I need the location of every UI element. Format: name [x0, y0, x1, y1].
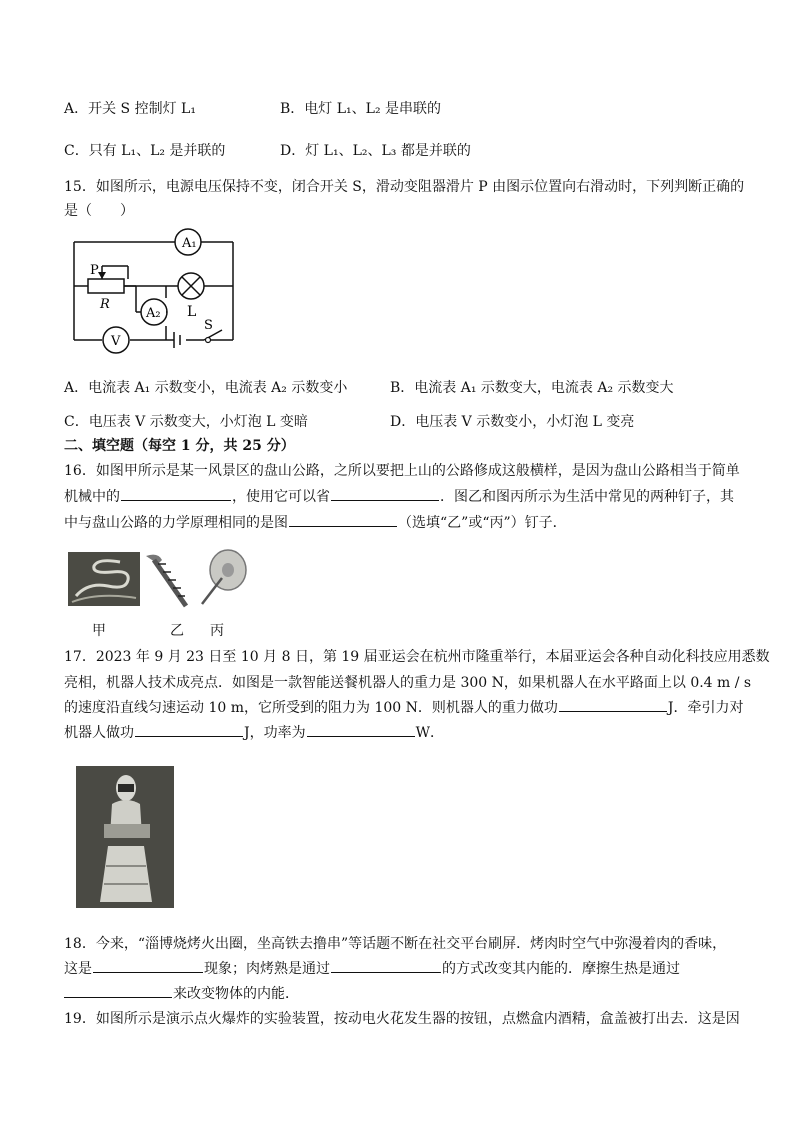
q18-blank-1[interactable] [93, 958, 203, 973]
q17-text-a: 的速度沿直线匀速运动 10 m，它所受到的阻力为 100 N．则机器人的重力做功 [64, 700, 558, 716]
q15-stem-line1: 15．如图所示，电源电压保持不变，闭合开关 S，滑动变阻器滑片 P 由图示位置向右滑动时，下列判断正确的 [64, 179, 745, 195]
q14-option-b: B．电灯 L₁、L₂ 是串联的 [280, 101, 442, 117]
q16-text-c: ．图乙和图丙所示为生活中常见的两种钉子，其 [440, 489, 734, 505]
caption-yi: 乙 [170, 623, 184, 639]
caption-bing: 丙 [210, 623, 224, 639]
q18-text-c: 的方式改变其内能的．摩擦生热是通过 [442, 961, 680, 977]
q18-line1: 18．今来，“淄博烧烤火出圈，坐高铁去撸串”等话题不断在社交平台刷屏．烤肉时空气中弥漫着肉的香味， [64, 936, 727, 952]
q16-blank-3[interactable] [289, 512, 397, 527]
q19-line1: 19．如图所示是演示点火爆炸的实验装置，按动电火花发生器的按钮，点燃盒内酒精，盒盖被打出去．这是因 [64, 1011, 740, 1027]
q17-text-e: W． [415, 725, 445, 741]
q16-line3 [64, 512, 567, 532]
q16-text-b: ，使用它可以省 [232, 489, 330, 505]
q14-option-c: C．只有 L₁、L₂ 是并联的 [64, 143, 226, 159]
q16-text-d: 中与盘山公路的力学原理相同的是图 [64, 515, 288, 531]
v-label: V [111, 334, 121, 349]
q15-option-d: D．电压表 V 示数变小，小灯泡 L 变亮 [390, 414, 635, 430]
q17-line3 [64, 697, 744, 717]
caption-jia: 甲 [92, 623, 106, 639]
q16-line2 [64, 486, 734, 506]
q17-line1: 17．2023 年 9 月 23 日至 10 月 8 日，第 19 届亚运会在杭州市隆重举行，本届亚运会各种自动化科技应用悉数 [64, 649, 770, 665]
q14-option-d: D．灯 L₁、L₂、L₃ 都是并联的 [280, 143, 471, 159]
q17-text-b: J．牵引力对 [667, 700, 744, 716]
q18-text-d: 来改变物体的内能． [173, 986, 299, 1002]
r-label: R [100, 297, 110, 312]
q18-blank-3[interactable] [64, 983, 172, 998]
q16-line1: 16．如图甲所示是某一风景区的盘山公路，之所以要把上山的公路修成这般横样，是因为盘山公路相当于简单 [64, 463, 740, 479]
q14-option-a: A．开关 S 控制灯 L₁ [64, 101, 196, 117]
q17-line2: 亮相，机器人技术成亮点．如图是一款智能送餐机器人的重力是 300 N，如果机器人在水平路面上以 0.4 m / s [64, 675, 752, 691]
q15-circuit-diagram [70, 226, 240, 356]
q18-text-a: 这是 [64, 961, 92, 977]
q18-text-b: 现象；肉烤熟是通过 [204, 961, 330, 977]
q17-text-c: 机器人做功 [64, 725, 134, 741]
q15-stem-line2: 是（ ） [64, 203, 134, 219]
q15-option-b: B．电流表 A₁ 示数变大，电流表 A₂ 示数变大 [390, 380, 674, 396]
screw-image [144, 552, 194, 612]
q17-line4 [64, 722, 444, 742]
l-label: L [187, 304, 197, 320]
pushpin-image [196, 548, 250, 608]
p-label: P [90, 263, 99, 278]
q18-line2 [64, 958, 680, 978]
q18-blank-2[interactable] [331, 958, 441, 973]
q17-blank-1[interactable] [559, 697, 667, 712]
a1-label: A₁ [182, 236, 197, 251]
q15-option-c: C．电压表 V 示数变大，小灯泡 L 变暗 [64, 414, 308, 430]
q17-blank-3[interactable] [307, 722, 415, 737]
q17-text-d: J，功率为 [244, 725, 306, 741]
a2-label: A₂ [146, 306, 161, 321]
q16-blank-2[interactable] [331, 486, 439, 501]
q15-option-a: A．电流表 A₁ 示数变小，电流表 A₂ 示数变小 [64, 380, 348, 396]
q16-text-a: 机械中的 [64, 489, 120, 505]
q18-line3 [64, 983, 299, 1003]
q16-blank-1[interactable] [121, 486, 231, 501]
robot-photo [76, 766, 174, 908]
s-label: S [204, 318, 213, 333]
mountain-road-photo [68, 552, 140, 606]
q17-blank-2[interactable] [135, 722, 243, 737]
section-heading: 二、填空题（每空 1 分，共 25 分） [64, 438, 295, 454]
q16-text-e: （选填“乙”或“丙”）钉子． [398, 515, 567, 531]
